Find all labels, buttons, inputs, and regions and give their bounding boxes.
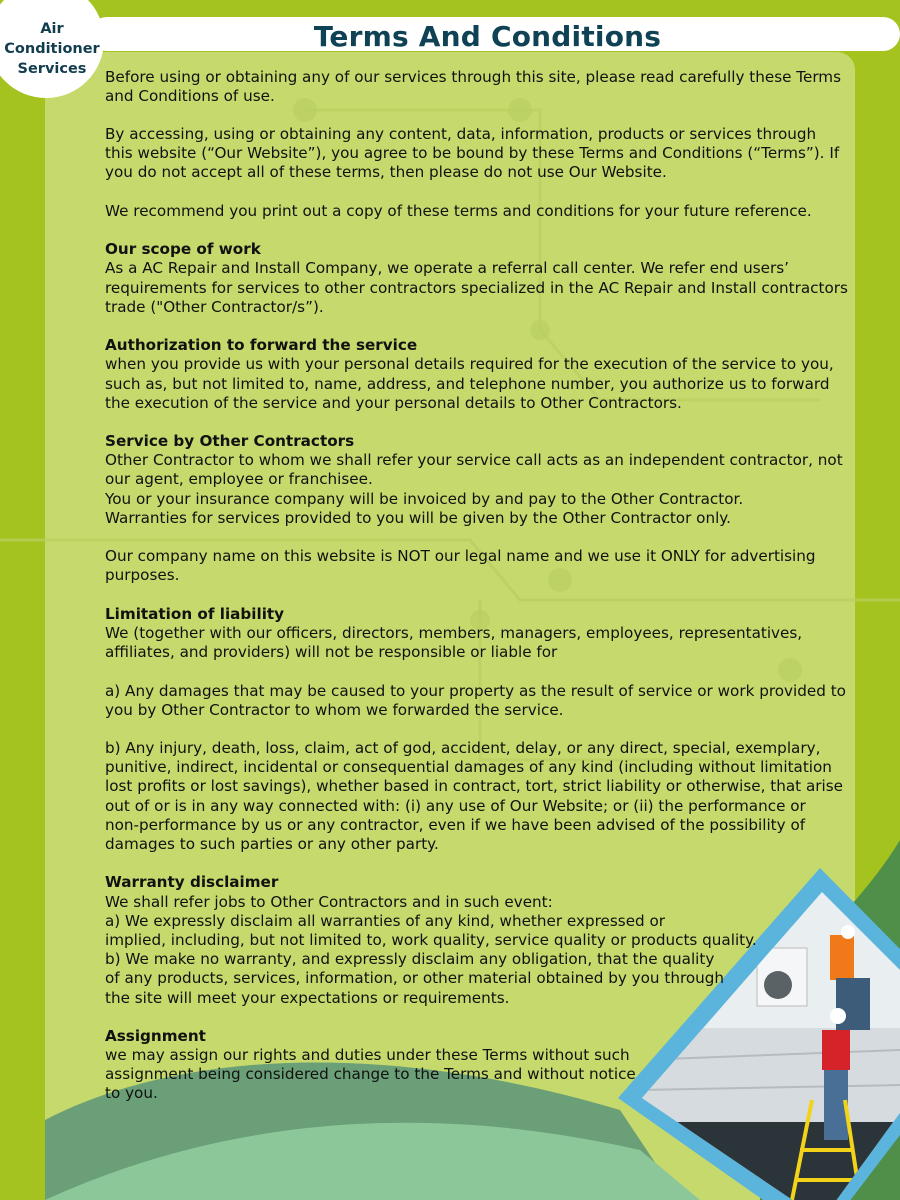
paragraph-line: We (together with our officers, directors, members, managers, employees, representatives, <box>105 623 803 642</box>
paragraph-line: you by Other Contractor to whom we forwarded the service. <box>105 700 564 719</box>
paragraph-line: the execution of the service and your personal details to Other Contractors. <box>105 393 682 412</box>
page-title: Terms And Conditions <box>313 20 662 53</box>
paragraph-line: b) We make no warranty, and expressly disclaim any obligation, that the quality <box>105 950 715 969</box>
spacer <box>105 183 848 202</box>
spacer <box>105 854 848 873</box>
paragraph-line: a) Any damages that may be caused to your property as the result of service or work provided to <box>105 681 846 700</box>
paragraph-line: b) Any injury, death, loss, claim, act of god, accident, delay, or any direct, special, exemplary, <box>105 739 821 758</box>
paragraph-line: this website (“Our Website”), you agree to be bound by these Terms and Conditions (“Terms”). If <box>105 144 840 163</box>
section-heading: Our scope of work <box>105 240 261 259</box>
paragraph-line: our agent, employee or franchisee. <box>105 470 373 489</box>
paragraph-line: a) We expressly disclaim all warranties of any kind, whether expressed or <box>105 911 666 930</box>
section-heading: Authorization to forward the service <box>105 336 418 355</box>
paragraph-line: out of or is in any way connected with: (i) any use of Our Website; or (ii) the performance or <box>105 796 806 815</box>
paragraph-line: Other Contractor to whom we shall refer your service call acts as an independent contractor, not <box>105 451 843 470</box>
spacer <box>105 528 848 547</box>
paragraph-line: By accessing, using or obtaining any content, data, information, products or services through <box>105 125 817 144</box>
paragraph-line: implied, including, but not limited to, work quality, service quality or products quality. <box>105 930 757 949</box>
spacer <box>105 1008 848 1027</box>
section-heading: Assignment <box>105 1026 206 1045</box>
logo-text-line: Air <box>40 21 64 37</box>
paragraph-line: requirements for services to other contractors specialized in the AC Repair and Install contractors <box>105 278 848 297</box>
section-heading: Limitation of liability <box>105 604 285 623</box>
spacer <box>105 317 848 336</box>
paragraph-line: Our company name on this website is NOT our legal name and we use it ONLY for advertising <box>105 547 816 566</box>
paragraph-line: you do not accept all of these terms, then please do not use Our Website. <box>105 163 667 182</box>
paragraph-line: we may assign our rights and duties under these Terms without such <box>105 1046 630 1065</box>
paragraph-line: assignment being considered change to the Terms and without notice <box>105 1065 636 1084</box>
paragraph-line: We shall refer jobs to Other Contractors and in such event: <box>105 892 553 911</box>
paragraph-line: lost profits or lost savings), whether based in contract, tort, strict liability or otherwise, that arise <box>105 777 843 796</box>
paragraph-line: and Conditions of use. <box>105 86 275 105</box>
spacer <box>105 586 848 605</box>
paragraph-line: to you. <box>105 1084 158 1103</box>
paragraph-line: punitive, indirect, incidental or consequential damages of any kind (including without limitation <box>105 758 832 777</box>
paragraph-line: affiliates, and providers) will not be responsible or liable for <box>105 643 558 662</box>
paragraph-line: of any products, services, information, or other material obtained by you through <box>105 969 725 988</box>
paragraph-line: trade ("Other Contractor/s”). <box>105 297 324 316</box>
paragraph-line: non-performance by us or any contractor, even if we have been advised of the possibility of <box>105 815 806 834</box>
spacer <box>105 106 848 125</box>
spacer <box>105 662 848 681</box>
paragraph-line: As a AC Repair and Install Company, we operate a referral call center. We refer end users’ <box>105 259 789 278</box>
spacer <box>105 221 848 240</box>
section-heading: Service by Other Contractors <box>105 432 355 451</box>
terms-content <box>105 68 848 1104</box>
logo-text-line: Services <box>17 61 87 77</box>
paragraph-line: damages to such parties or any other party. <box>105 835 439 853</box>
paragraph-line: when you provide us with your personal details required for the execution of the service to you, <box>105 355 834 374</box>
paragraph-line: purposes. <box>105 566 180 585</box>
paragraph-line: Warranties for services provided to you will be given by the Other Contractor only. <box>105 508 731 527</box>
spacer <box>105 720 848 739</box>
section-heading: Warranty disclaimer <box>105 873 279 892</box>
logo-text-line: Conditioner <box>4 41 100 57</box>
paragraph-line: such as, but not limited to, name, address, and telephone number, you authorize us to forward <box>105 374 830 393</box>
spacer <box>105 413 848 432</box>
paragraph-line: the site will meet your expectations or requirements. <box>105 988 510 1007</box>
paragraph-line: Before using or obtaining any of our services through this site, please read carefully these Terms <box>105 67 842 86</box>
paragraph-line: We recommend you print out a copy of these terms and conditions for your future reference. <box>105 201 812 220</box>
paragraph-line: You or your insurance company will be invoiced by and pay to the Other Contractor. <box>105 489 744 508</box>
